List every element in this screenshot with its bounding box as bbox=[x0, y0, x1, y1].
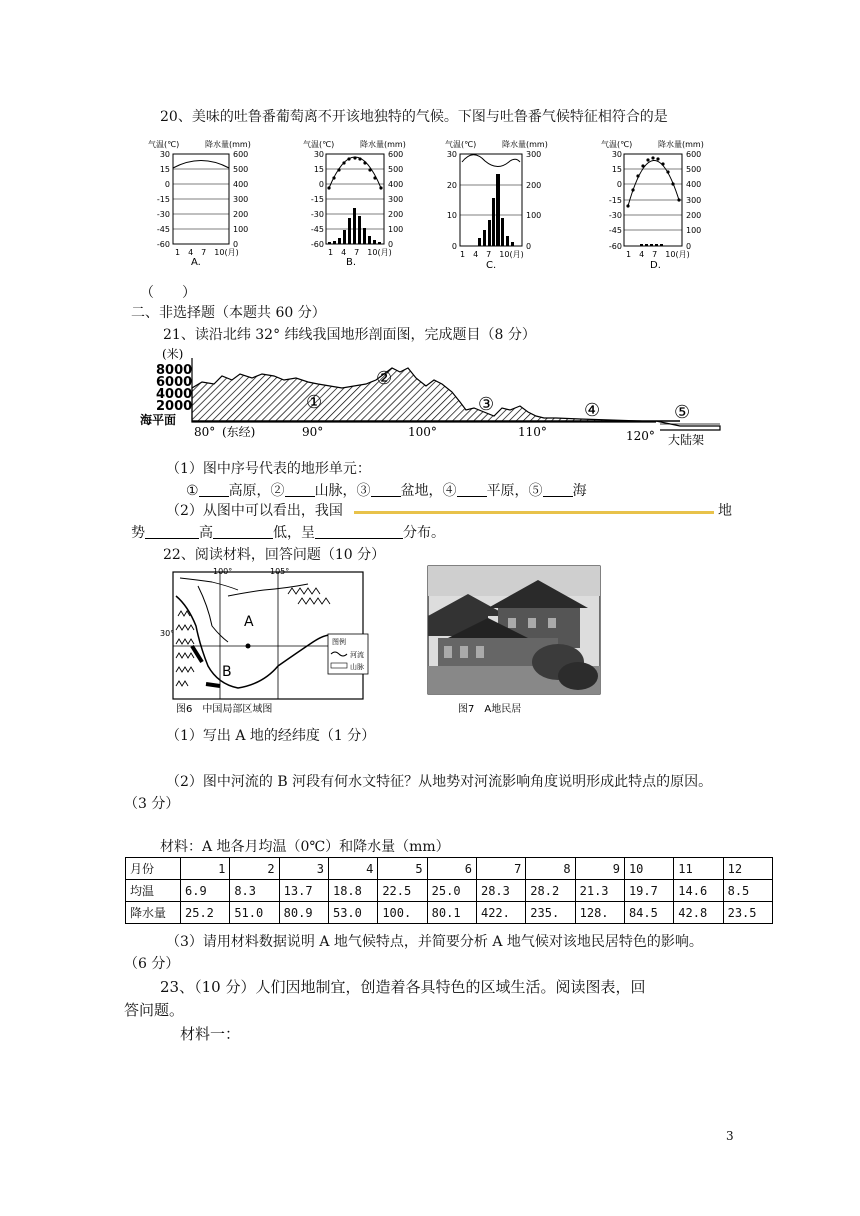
blank-4[interactable] bbox=[457, 482, 487, 497]
shelf-label: 大陆架 bbox=[668, 433, 705, 447]
svg-text:-15: -15 bbox=[156, 195, 170, 204]
q23-stem2: 答问题。 bbox=[124, 1001, 185, 1019]
blank-8[interactable] bbox=[315, 524, 403, 539]
svg-text:30: 30 bbox=[611, 150, 622, 159]
svg-text:山脉: 山脉 bbox=[350, 663, 364, 671]
svg-text:-45: -45 bbox=[608, 226, 622, 235]
sea-level-label: 海平面 bbox=[140, 413, 177, 427]
svg-text:-30: -30 bbox=[310, 210, 324, 219]
svg-text:200: 200 bbox=[526, 181, 542, 190]
svg-text:气温(℃): 气温(℃) bbox=[601, 140, 633, 149]
q22-material: 材料：A 地各月均温（0℃）和降水量（mm） bbox=[160, 839, 450, 855]
marker-3: ③ bbox=[478, 394, 495, 415]
svg-text:-15: -15 bbox=[608, 196, 622, 205]
climate-chart-d bbox=[596, 138, 720, 270]
q22-p1: （1）写出 A 地的经纬度（1 分） bbox=[166, 728, 376, 744]
q22-p3-score: （6 分） bbox=[124, 956, 180, 972]
marker-5: ⑤ bbox=[674, 402, 691, 423]
point-a-marker bbox=[246, 644, 251, 649]
q23-stem: 23、（10 分）人们因地制宜，创造着各具特色的区域生活。阅读图表，回 bbox=[160, 978, 646, 996]
chart-a-temp-title: 气温(℃) bbox=[148, 140, 180, 149]
blank-6[interactable] bbox=[145, 524, 199, 539]
svg-text:100: 100 bbox=[388, 225, 404, 234]
blank-5[interactable] bbox=[543, 482, 573, 497]
table-row: 降水量 25.2 51.0 80.9 53.0 100. 80.1 422. 235. 128. 84.5 42.8 23.5 bbox=[126, 902, 773, 924]
svg-text:400: 400 bbox=[233, 180, 249, 189]
terrain-profile-figure bbox=[140, 344, 730, 450]
svg-text:-15: -15 bbox=[310, 195, 324, 204]
svg-text:-30: -30 bbox=[156, 210, 170, 219]
map-caption: 图6 中国局部区域图 bbox=[176, 704, 273, 715]
page-number: 3 bbox=[726, 1129, 734, 1143]
q21-p2a-text: （2）从图中可以看出，我国 bbox=[166, 503, 343, 519]
marker-1: ① bbox=[306, 392, 323, 413]
svg-text:80°: 80° bbox=[194, 425, 216, 439]
svg-text:100: 100 bbox=[233, 225, 249, 234]
section2-title: 二、非选择题（本题共 60 分） bbox=[131, 305, 326, 321]
svg-text:400: 400 bbox=[686, 180, 702, 189]
svg-text:200: 200 bbox=[686, 211, 702, 220]
svg-text:0: 0 bbox=[616, 180, 622, 189]
svg-text:-60: -60 bbox=[310, 240, 324, 249]
svg-text:0: 0 bbox=[526, 242, 532, 251]
svg-text:0: 0 bbox=[686, 242, 692, 251]
climate-chart-c bbox=[440, 138, 564, 270]
svg-text:120°: 120° bbox=[626, 429, 655, 443]
svg-text:30: 30 bbox=[446, 150, 457, 159]
q21-p1-line: ① 高原，② 山脉，③ 盆地，④ 平原，⑤ 海 bbox=[186, 483, 587, 499]
chart-b-label: B. bbox=[346, 257, 357, 268]
svg-text:-45: -45 bbox=[310, 225, 324, 234]
svg-text:1 4 7 10(月): 1 4 7 10(月) bbox=[328, 248, 392, 257]
svg-text:0: 0 bbox=[451, 242, 457, 251]
svg-text:105°: 105° bbox=[270, 567, 290, 576]
chart-d-label: D. bbox=[650, 260, 661, 271]
dwelling-photo-figure bbox=[428, 566, 600, 716]
marker-4: ④ bbox=[584, 400, 601, 421]
svg-text:300: 300 bbox=[686, 196, 702, 205]
svg-text:200: 200 bbox=[388, 210, 404, 219]
svg-text:600: 600 bbox=[686, 150, 702, 159]
q22-stem: 22、阅读材料，回答问题（10 分） bbox=[163, 547, 386, 563]
svg-text:-30: -30 bbox=[608, 211, 622, 220]
svg-text:600: 600 bbox=[233, 150, 249, 159]
svg-text:100: 100 bbox=[686, 226, 702, 235]
svg-text:90°: 90° bbox=[302, 425, 324, 439]
svg-text:100: 100 bbox=[526, 211, 542, 220]
q20-answer-paren: （ ） bbox=[140, 285, 196, 301]
svg-text:500: 500 bbox=[233, 165, 249, 174]
photo-caption: 图7 A地民居 bbox=[458, 704, 522, 715]
svg-text:8000: 8000 bbox=[156, 363, 193, 378]
svg-text:气温(℃): 气温(℃) bbox=[303, 140, 335, 149]
chart-c-label: C. bbox=[486, 260, 497, 271]
q21-p1: （1）图中序号代表的地形单元： bbox=[166, 461, 371, 477]
svg-text:-60: -60 bbox=[156, 240, 170, 249]
svg-text:30°: 30° bbox=[160, 629, 175, 638]
q22-p3: （3）请用材料数据说明 A 地气候特点，并简要分析 A 地气候对该地民居特色的影响。 bbox=[166, 934, 703, 950]
svg-text:500: 500 bbox=[388, 165, 404, 174]
svg-text:降水量(mm): 降水量(mm) bbox=[502, 140, 548, 149]
blank-1[interactable] bbox=[199, 482, 229, 497]
svg-text:200: 200 bbox=[233, 210, 249, 219]
q23-material1: 材料一： bbox=[180, 1025, 241, 1043]
climate-data-table bbox=[125, 857, 773, 924]
point-a-label: A bbox=[244, 614, 254, 630]
svg-text:0: 0 bbox=[318, 180, 324, 189]
q21-p2b: 势 高 低，呈 分布。 bbox=[131, 525, 445, 541]
q21-stem: 21、读沿北纬 32° 纬线我国地形剖面图，完成题目（8 分） bbox=[163, 327, 536, 343]
climate-chart-a bbox=[143, 138, 267, 268]
svg-text:(东经): (东经) bbox=[222, 425, 256, 439]
svg-text:气温(℃): 气温(℃) bbox=[445, 140, 477, 149]
svg-text:30: 30 bbox=[313, 150, 324, 159]
q21-p2-blank[interactable] bbox=[354, 511, 714, 514]
svg-text:20: 20 bbox=[446, 181, 457, 190]
blank-3[interactable] bbox=[371, 482, 401, 497]
svg-text:6000: 6000 bbox=[156, 375, 193, 390]
svg-text:15: 15 bbox=[611, 165, 622, 174]
q22-p2-score: （3 分） bbox=[124, 796, 180, 812]
svg-text:4000: 4000 bbox=[156, 387, 193, 402]
chart-a-label: A. bbox=[191, 257, 201, 268]
svg-text:10: 10 bbox=[446, 211, 457, 220]
svg-text:500: 500 bbox=[686, 165, 702, 174]
svg-text:1 4 7 10(月): 1 4 7 10(月) bbox=[626, 250, 690, 259]
svg-text:-60: -60 bbox=[608, 242, 622, 251]
svg-text:300: 300 bbox=[526, 150, 542, 159]
point-b-label: B bbox=[222, 664, 232, 680]
marker-2: ② bbox=[376, 368, 393, 389]
svg-text:300: 300 bbox=[388, 195, 404, 204]
svg-text:0: 0 bbox=[388, 240, 394, 249]
svg-text:2000: 2000 bbox=[156, 399, 193, 414]
svg-text:100°: 100° bbox=[408, 425, 437, 439]
blank-7[interactable] bbox=[213, 524, 273, 539]
svg-text:100°: 100° bbox=[213, 567, 233, 576]
profile-unit: (米) bbox=[162, 347, 184, 361]
table-row: 月份 1 2 3 4 5 6 7 8 9 10 11 12 bbox=[126, 858, 773, 880]
q20-stem: 20、美味的吐鲁番葡萄离不开该地独特的气候。下图与吐鲁番气候特征相符合的是 bbox=[160, 109, 668, 125]
svg-text:降水量(mm): 降水量(mm) bbox=[360, 140, 406, 149]
blank-2[interactable] bbox=[285, 482, 315, 497]
svg-text:0: 0 bbox=[233, 240, 239, 249]
svg-text:600: 600 bbox=[388, 150, 404, 159]
svg-text:30: 30 bbox=[159, 150, 170, 159]
q21-p2a-end: 地 bbox=[718, 503, 732, 519]
svg-text:1 4 7 10(月): 1 4 7 10(月) bbox=[460, 250, 524, 259]
svg-text:图例: 图例 bbox=[332, 638, 346, 646]
svg-text:1 4 7 10(月): 1 4 7 10(月) bbox=[175, 248, 239, 257]
svg-text:15: 15 bbox=[159, 165, 170, 174]
climate-chart-b bbox=[298, 138, 422, 268]
regional-map-figure bbox=[160, 566, 368, 716]
svg-text:0: 0 bbox=[164, 180, 170, 189]
svg-text:降水量(mm): 降水量(mm) bbox=[658, 140, 704, 149]
table-row: 均温 6.9 8.3 13.7 18.8 22.5 25.0 28.3 28.2 21.3 19.7 14.6 8.5 bbox=[126, 880, 773, 902]
svg-text:400: 400 bbox=[388, 180, 404, 189]
svg-text:110°: 110° bbox=[518, 425, 547, 439]
svg-text:15: 15 bbox=[313, 165, 324, 174]
q22-p2: （2）图中河流的 B 河段有何水文特征？从地势对河流影响角度说明形成此特点的原因。 bbox=[166, 774, 713, 790]
chart-a-rain-title: 降水量(mm) bbox=[205, 140, 251, 149]
svg-text:河流: 河流 bbox=[350, 651, 364, 659]
svg-text:300: 300 bbox=[233, 195, 249, 204]
svg-text:-45: -45 bbox=[156, 225, 170, 234]
